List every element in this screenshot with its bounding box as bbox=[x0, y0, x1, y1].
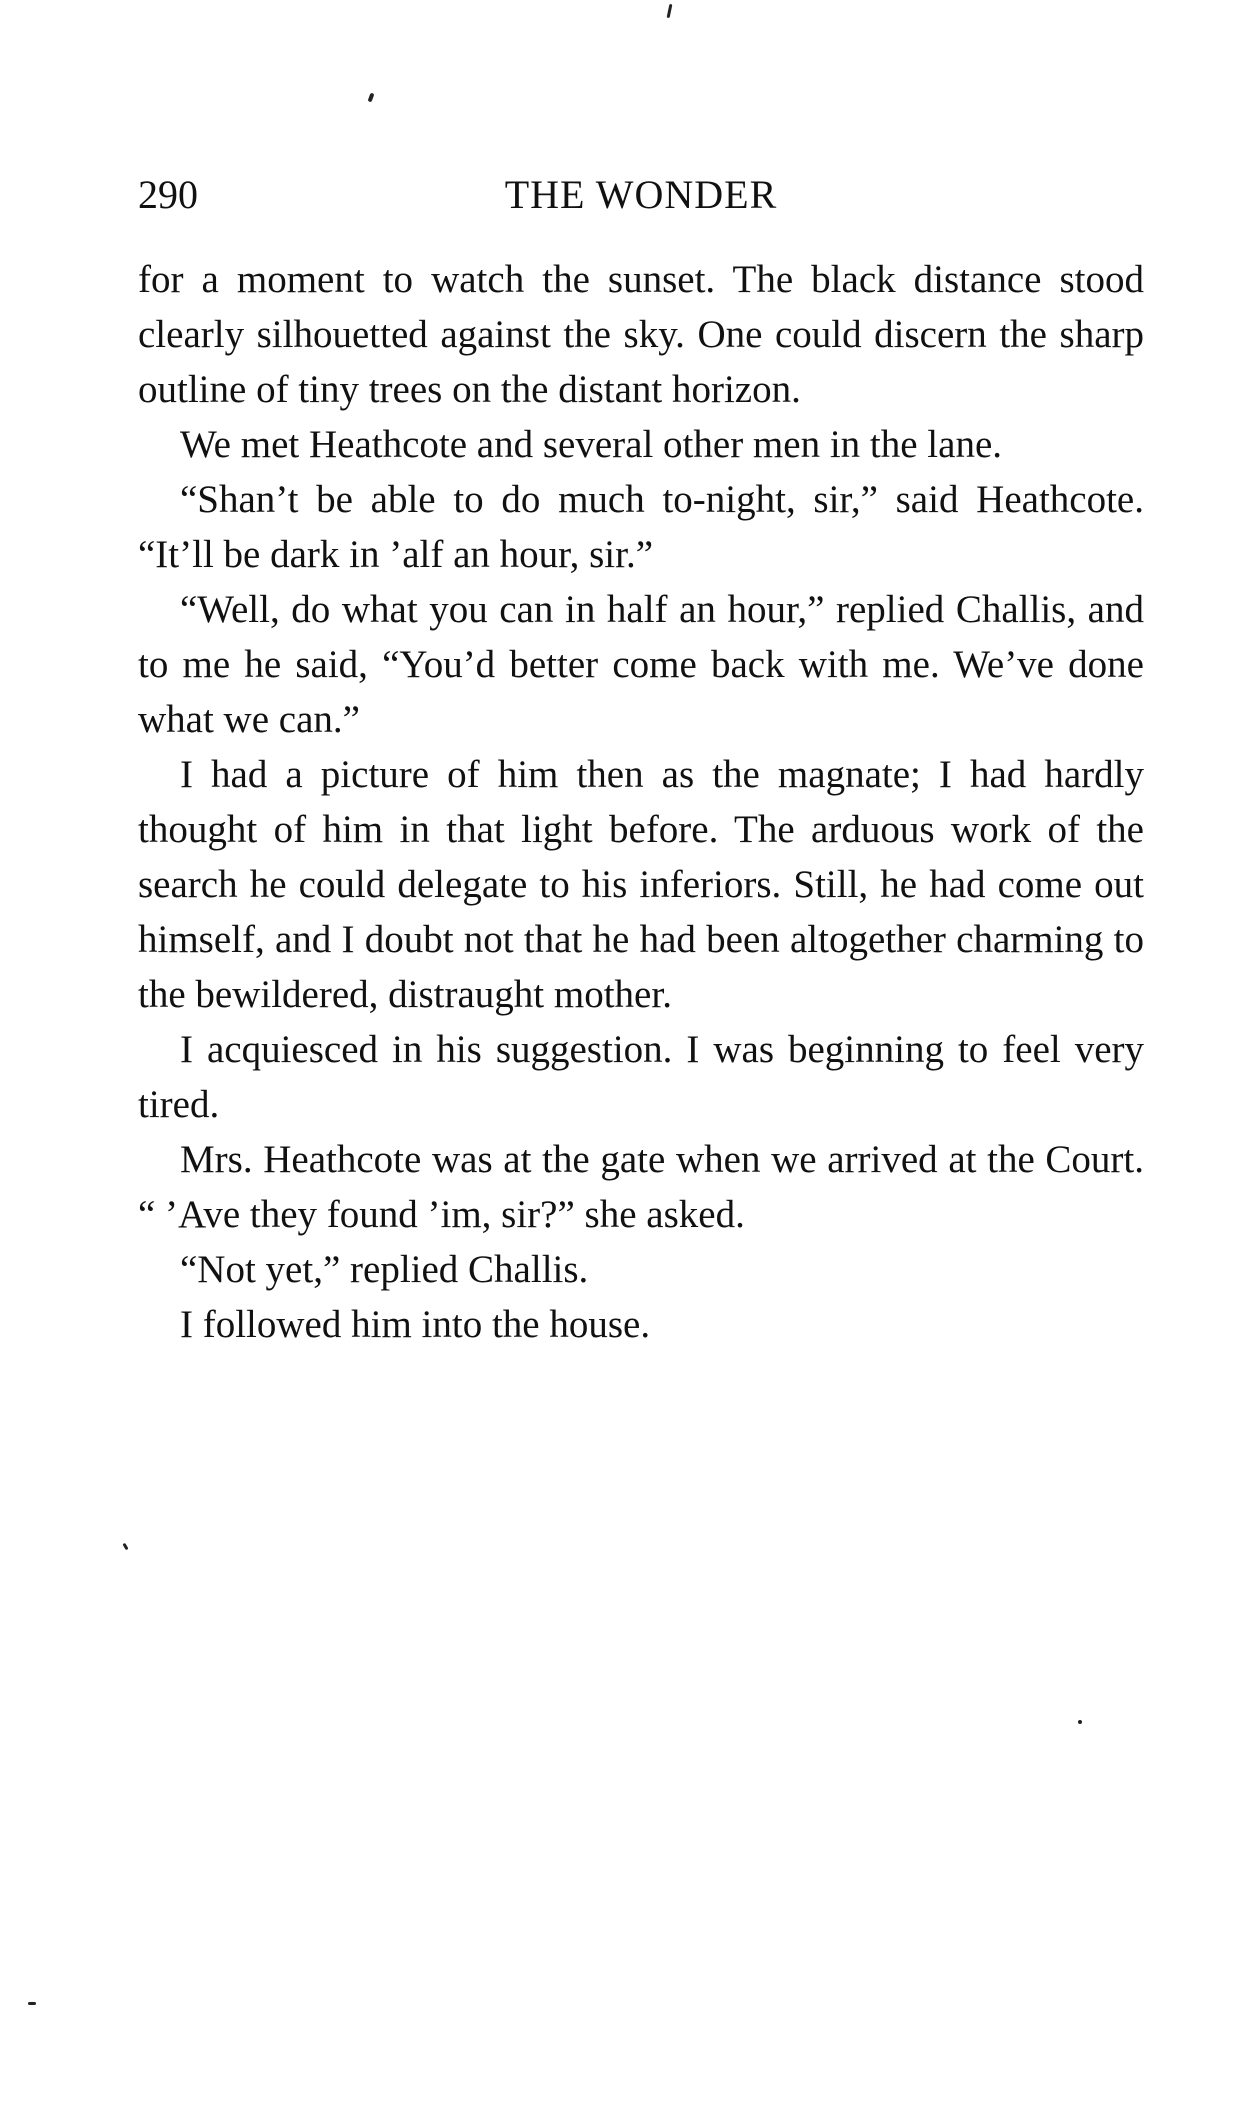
scan-speck bbox=[1078, 1720, 1082, 1724]
page-header bbox=[138, 170, 1144, 220]
paragraph: I had a picture of him then as the magnate; I had hardly thought of him in that light before. The arduous work of the search he could delegate to his inferiors. Still, he had come out himself, and I doubt not that he had been altogether charming to the bewildered, distraught mother. bbox=[138, 753, 1144, 1016]
body-text bbox=[138, 252, 1144, 1352]
paragraph: “Well, do what you can in half an hour,” replied Challis, and to me he said, “You’d better come back with me. We’ve done what we can.” bbox=[138, 588, 1144, 741]
paragraph: “Not yet,” replied Challis. bbox=[180, 1248, 589, 1291]
paragraph: Mrs. Heathcote was at the gate when we arrived at the Court. “ ’Ave they found ’im, sir?” she asked. bbox=[138, 1138, 1144, 1236]
scan-speck bbox=[122, 1543, 128, 1551]
running-title: THE WONDER bbox=[504, 172, 778, 217]
scan-speck bbox=[28, 2002, 36, 2005]
scan-speck bbox=[667, 4, 673, 18]
scan-speck bbox=[368, 93, 375, 103]
page-number: 290 bbox=[138, 172, 198, 217]
paragraph: “Shan’t be able to do much to-night, sir,” said Heathcote. “It’ll be dark in ’alf an hour, sir.” bbox=[138, 478, 1144, 576]
paragraph: I followed him into the house. bbox=[180, 1303, 651, 1346]
paragraph: I acquiesced in his suggestion. I was beginning to feel very tired. bbox=[138, 1028, 1144, 1126]
paragraph: We met Heathcote and several other men in the lane. bbox=[180, 423, 1003, 466]
paragraph: for a moment to watch the sunset. The black distance stood clearly silhouetted against the sky. One could discern the sharp outline of tiny trees on the distant horizon. bbox=[138, 258, 1144, 411]
